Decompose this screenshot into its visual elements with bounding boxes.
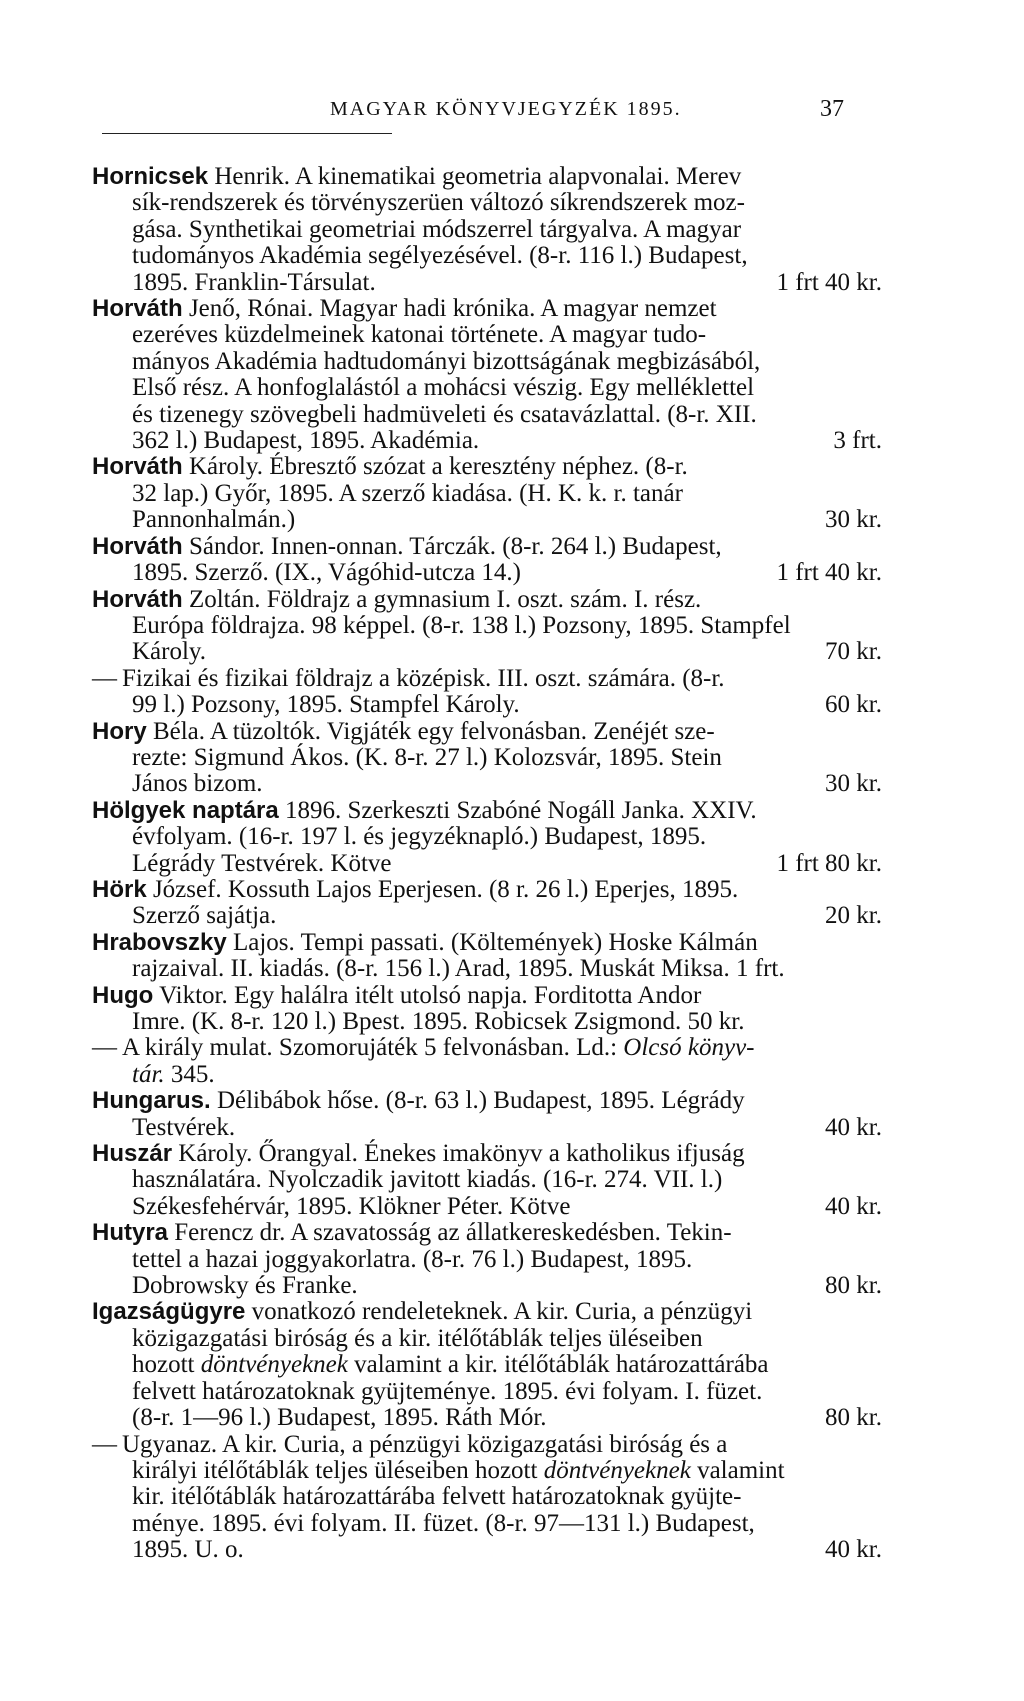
entry-line <box>92 217 882 243</box>
entry-text: Légrády Testvérek. Kötve <box>132 849 392 877</box>
entry-price: 40 kr. <box>825 1536 882 1564</box>
entry-text: hozott <box>132 1351 201 1379</box>
italic-text: Olcsó könyv- <box>623 1034 755 1062</box>
entry-text: valamint <box>690 1456 785 1484</box>
entry-text: gása. Synthetikai geometriai módszerrel tárgyalva. A magyar <box>132 215 742 243</box>
italic-text: döntvényeknek <box>200 1351 348 1379</box>
entry-text: 1895. U. o. <box>132 1536 244 1564</box>
entry-text: Henrik. A kinematikai geometria alapvonalai. Merev <box>208 163 742 190</box>
catalog-entry <box>92 454 882 533</box>
entry-text: felvett határozatoknak gyüjteménye. 1895. évi folyam. I. füzet. <box>132 1377 763 1405</box>
entry-line <box>92 349 882 375</box>
entry-text: (8-r. 1—96 l.) Budapest, 1895. Ráth Mór. <box>132 1404 547 1432</box>
entry-text: 1895. Franklin-Társulat. <box>132 268 376 296</box>
entry-text: rajzaival. II. kiadás. (8-r. 156 l.) Arad, 1895. Muskát Miksa. 1 frt. <box>132 955 785 983</box>
catalog-entry <box>92 1035 882 1088</box>
entry-text: Sándor. Innen-onnan. Tárczák. (8-r. 264 l.) Budapest, <box>182 532 722 560</box>
entry-text: királyi itélőtáblák teljes üléseiben hozott <box>132 1456 544 1484</box>
entry-author: Hory <box>92 717 147 745</box>
entry-text: 345. <box>164 1060 215 1088</box>
entry-text: és tizenegy szövegbeli hadmüveleti és csatavázlattal. (8-r. XII. <box>132 400 757 428</box>
entry-text: 1895. Szerző. (IX., Vágóhid-utcza 14.) <box>132 559 522 587</box>
entry-line <box>92 1141 882 1167</box>
catalog-entries <box>92 164 882 1564</box>
entry-line <box>92 639 882 665</box>
entry-line <box>92 613 882 639</box>
entry-line <box>92 428 882 454</box>
entry-text: Béla. A tüzoltók. Vigjáték egy felvonásban. Zenéjét sze- <box>146 717 715 745</box>
catalog-entry <box>92 719 882 798</box>
entry-price: 40 kr. <box>825 1192 882 1220</box>
catalog-entry <box>92 877 882 930</box>
ditto-dash: — <box>92 664 117 692</box>
entry-text: János bizom. <box>132 770 263 798</box>
entry-author: Huszár <box>92 1140 173 1168</box>
catalog-entry <box>92 666 882 719</box>
entry-text: mányos Akadémia hadtudományi bizottságának megbizásából, <box>132 347 761 375</box>
catalog-entry <box>92 587 882 666</box>
entry-line <box>92 1035 882 1061</box>
entry-line <box>92 375 882 401</box>
entry-text: Székesfehérvár, 1895. Klökner Péter. Kötve <box>132 1192 571 1220</box>
entry-author: Horváth <box>92 585 183 613</box>
entry-line <box>92 1537 882 1563</box>
entry-line <box>92 1299 882 1325</box>
entry-line <box>92 903 882 929</box>
entry-line <box>92 1326 882 1352</box>
entry-text: A király mulat. Szomorujáték 5 felvonásban. Ld.: <box>122 1034 624 1062</box>
ditto-dash: — <box>92 1430 117 1458</box>
entry-line <box>92 322 882 348</box>
entry-text: Lajos. Tempi passati. (Költemények) Hoske Kálmán <box>226 928 758 956</box>
entry-text: Károly. <box>132 638 207 666</box>
catalog-entry <box>92 1141 882 1220</box>
entry-text: sík-rendszerek és törvényszerüen változó síkrendszerek moz- <box>132 189 745 217</box>
running-header: MAGYAR KÖNYVJEGYZÉK 1895. <box>330 98 682 120</box>
entry-text: Pannonhalmán.) <box>132 506 296 534</box>
entry-line <box>92 560 882 586</box>
entry-line <box>92 1511 882 1537</box>
entry-author: Horváth <box>92 532 183 560</box>
entry-text: 362 l.) Budapest, 1895. Akadémia. <box>132 427 480 455</box>
entry-line <box>92 402 882 428</box>
entry-line <box>92 745 882 771</box>
entry-author: Hrabovszky <box>92 928 227 956</box>
entry-text: Ferencz dr. A szavatosság az állatkereskedésben. Tekin- <box>168 1219 732 1247</box>
entry-line <box>92 454 882 480</box>
entry-line <box>92 666 882 692</box>
entry-line <box>92 1194 882 1220</box>
entry-line <box>92 1062 882 1088</box>
entry-author: Hungarus. <box>92 1087 211 1115</box>
entry-price: 20 kr. <box>825 902 882 930</box>
entry-text: 32 lap.) Győr, 1895. A szerző kiadása. (H. K. k. r. tanár <box>132 479 683 507</box>
entry-text: tettel a hazai joggyakorlatra. (8-r. 76 l.) Budapest, 1895. <box>132 1245 693 1273</box>
entry-line <box>92 507 882 533</box>
catalog-entry <box>92 798 882 877</box>
entry-text: ezeréves küzdelmeinek katonai története. A magyar tudo- <box>132 321 707 349</box>
ditto-dash: — <box>92 1034 117 1062</box>
entry-text: Imre. (K. 8-r. 120 l.) Bpest. 1895. Robicsek Zsigmond. 50 kr. <box>132 1008 745 1035</box>
entry-price: 30 kr. <box>825 506 882 534</box>
catalog-entry <box>92 1088 882 1141</box>
entry-price: 1 frt 40 kr. <box>776 559 882 587</box>
catalog-entry <box>92 1220 882 1299</box>
entry-text: Viktor. Egy halálra itélt utolsó napja. Forditotta Andor <box>153 981 702 1009</box>
entry-price: 1 frt 80 kr. <box>776 849 882 877</box>
entry-text: vonatkozó rendeleteknek. A kir. Curia, a pénzügyi <box>245 1298 753 1326</box>
catalog-entry <box>92 164 882 296</box>
entry-author: Hornicsek <box>92 163 209 190</box>
entry-text: 1896. Szerkeszti Szabóné Nogáll Janka. XXIV. <box>278 796 757 824</box>
entry-line <box>92 1167 882 1193</box>
entry-line <box>92 1405 882 1431</box>
entry-line <box>92 719 882 745</box>
entry-text: használatára. Nyolczadik javitott kiadás. (16-r. 274. VII. l.) <box>132 1166 723 1194</box>
entry-line <box>92 956 882 982</box>
entry-author: Horváth <box>92 295 183 323</box>
entry-line <box>92 1247 882 1273</box>
entry-line <box>92 1432 882 1458</box>
entry-line <box>92 1484 882 1510</box>
entry-text: közigazgatási biróság és a kir. itélőtáblák teljes üléseiben <box>132 1324 703 1352</box>
entry-author: Igazságügyre <box>92 1298 246 1326</box>
entry-line <box>92 587 882 613</box>
entry-line <box>92 1220 882 1246</box>
entry-line <box>92 1088 882 1114</box>
entry-text: rezte: Sigmund Ákos. (K. 8-r. 27 l.) Kolozsvár, 1895. Stein <box>132 743 722 771</box>
entry-text: Dobrowsky és Franke. <box>132 1272 358 1300</box>
entry-line <box>92 851 882 877</box>
entry-text: Első rész. A honfoglalástól a mohácsi vészig. Egy melléklettel <box>132 374 755 402</box>
entry-author: Horváth <box>92 453 183 481</box>
italic-text: tár. <box>132 1060 165 1088</box>
entry-author: Hugo <box>92 981 154 1009</box>
entry-line <box>92 1379 882 1405</box>
entry-text: Fizikai és fizikai földrajz a középisk. III. oszt. számára. (8-r. <box>122 664 725 692</box>
entry-line <box>92 798 882 824</box>
entry-text: 99 l.) Pozsony, 1895. Stampfel Károly. <box>132 691 520 719</box>
catalog-entry <box>92 1432 882 1564</box>
entry-text: Európa földrajza. 98 képpel. (8-r. 138 l.) Pozsony, 1895. Stampfel <box>132 611 791 639</box>
catalog-entry <box>92 983 882 1036</box>
entry-line <box>92 983 882 1009</box>
catalog-entry <box>92 296 882 454</box>
entry-line <box>92 1273 882 1299</box>
entry-price: 70 kr. <box>825 638 882 666</box>
entry-line <box>92 243 882 269</box>
entry-author: Hutyra <box>92 1219 169 1247</box>
entry-line <box>92 270 882 296</box>
entry-line <box>92 164 882 190</box>
entry-line <box>92 1115 882 1141</box>
entry-line <box>92 824 882 850</box>
entry-line <box>92 877 882 903</box>
entry-price: 60 kr. <box>825 691 882 719</box>
italic-text: döntvényeknek <box>543 1456 691 1484</box>
catalog-entry <box>92 930 882 983</box>
entry-text: évfolyam. (16-r. 197 l. és jegyzéknapló.) Budapest, 1895. <box>132 823 707 851</box>
entry-text: Délibábok hőse. (8-r. 63 l.) Budapest, 1895. Légrády <box>210 1087 745 1115</box>
entry-line <box>92 190 882 216</box>
entry-line <box>92 1352 882 1378</box>
entry-line <box>92 534 882 560</box>
entry-price: 1 frt 40 kr. <box>776 268 882 296</box>
entry-text: József. Kossuth Lajos Eperjesen. (8 r. 26 l.) Eperjes, 1895. <box>146 875 739 903</box>
header-rule <box>102 133 392 134</box>
entry-text: tudományos Akadémia segélyezésével. (8-r. 116 l.) Budapest, <box>132 242 748 270</box>
entry-line <box>92 296 882 322</box>
entry-author: Hörk <box>92 875 147 903</box>
catalog-entry <box>92 1299 882 1431</box>
entry-price: 30 kr. <box>825 770 882 798</box>
entry-line <box>92 692 882 718</box>
page-number: 37 <box>820 96 844 122</box>
entry-text: Zoltán. Földrajz a gymnasium I. oszt. szám. I. rész. <box>182 585 702 613</box>
entry-author: Hölgyek naptára <box>92 796 279 824</box>
entry-text: Károly. Ébresztő szózat a keresztény néphez. (8-r. <box>182 453 688 481</box>
entry-text: ménye. 1895. évi folyam. II. füzet. (8-r. 97—131 l.) Budapest, <box>132 1509 755 1537</box>
entry-text: Szerző sajátja. <box>132 902 277 930</box>
entry-price: 80 kr. <box>825 1404 882 1432</box>
entry-text: Károly. Őrangyal. Énekes imakönyv a katholikus ifjuság <box>172 1140 745 1168</box>
entry-line <box>92 481 882 507</box>
entry-line <box>92 1458 882 1484</box>
entry-price: 3 frt. <box>833 427 882 455</box>
entry-line <box>92 1009 882 1035</box>
entry-line <box>92 930 882 956</box>
entry-text: Testvérek. <box>132 1113 236 1141</box>
entry-text: kir. itélőtáblák határozattárába felvett határozatoknak gyüjte- <box>132 1483 742 1511</box>
entry-text: Jenő, Rónai. Magyar hadi krónika. A magyar nemzet <box>182 295 717 323</box>
entry-text: Ugyanaz. A kir. Curia, a pénzügyi közigazgatási biróság és a <box>122 1430 728 1458</box>
entry-text: valamint a kir. itélőtáblák határozattárába <box>347 1351 769 1379</box>
entry-price: 80 kr. <box>825 1272 882 1300</box>
entry-line <box>92 771 882 797</box>
entry-price: 40 kr. <box>825 1113 882 1141</box>
catalog-entry <box>92 534 882 587</box>
